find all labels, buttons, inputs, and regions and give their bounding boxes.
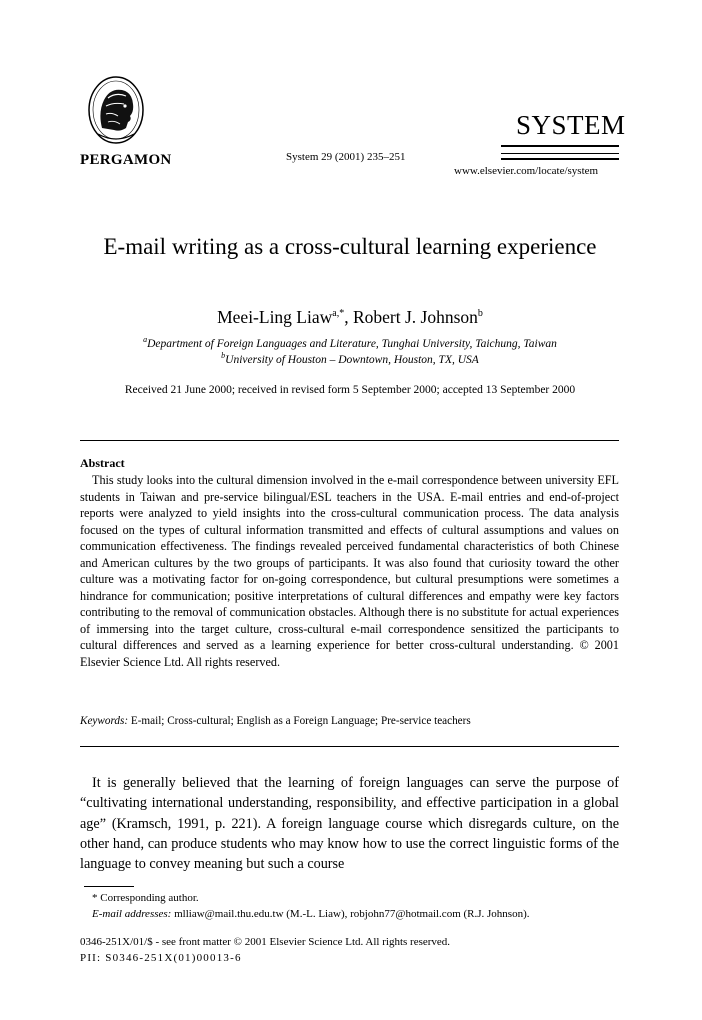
journal-rule-top [501,145,619,147]
keywords [80,715,471,727]
keywords-label: Keywords: [80,715,129,727]
body-paragraph: It is generally believed that the learning of foreign languages can serve the purpose of “cultivating international understanding, responsibility, and effective participation in a global age” (Kramsch, 1991, p. 221). A foreign language course which disregards culture, on the other hand, can produce students who may know how to use the correct linguistic forms of the language to convey meaning but such a course [80,775,619,873]
author-affiliation-mark: a,* [332,308,345,320]
affiliation-mark: b [221,351,226,361]
author-name: Meei-Ling Liaw [217,307,333,327]
keywords-list: E-mail; Cross-cultural; English as a Foreign Language; Pre-service teachers [130,715,471,727]
affiliation-text: Department of Foreign Languages and Literature, Tunghai University, Taichung, Taiwan [147,338,557,350]
email-addresses[interactable]: mlliaw@mail.thu.edu.tw (M.-L. Liaw), robjohn77@hotmail.com (R.J. Johnson). [174,908,530,920]
publisher-logo [86,76,146,152]
abstract-text: This study looks into the cultural dimension involved in the e-mail correspondence between university EFL students in Taiwan and pre-service bilingual/ESL teachers in the USA. E-mail entries and end-of-project reports were analyzed to yield insights into the cross-cultural communication process. The data analysis focused on the types of cultural information transmitted and effects of cultural assumptions and values on communication effectiveness. The findings revealed perceived fundamental characteristics of both Chinese and American cultures by the two groups of participants. It was also found that curiosity toward the other culture was a motivating factor for on-going correspondence, but cultural presumptions were sometimes a hindrance for communication; positive interpretations of cultural differences and empathy were key factors contributing to the removal of communication obstacles. Although there is no substitute for actual experiences of immersing into the target culture, cross-cultural e-mail correspondence sensitized the participants to cultural differences and served as a learning experience for better cross-cultural understanding. © 2001 Elsevier Science Ltd. All rights reserved. [80,473,619,669]
journal-rule-bottom [501,158,619,160]
affiliation-mark: a [143,335,148,345]
journal-title: SYSTEM [516,110,626,140]
footnote-emails [92,908,530,920]
footnote-rule [84,886,134,887]
affiliation [80,351,620,366]
pii-line: PII: S0346-251X(01)00013-6 [80,952,242,964]
journal-url[interactable]: www.elsevier.com/locate/system [454,165,599,177]
copyright-line: 0346-251X/01/$ - see front matter © 2001 Elsevier Science Ltd. All rights reserved. [80,936,451,948]
received-dates: Received 21 June 2000; received in revised form 5 September 2000; accepted 13 September 2000 [124,384,576,396]
author-separator: , [344,307,353,327]
affiliation-text: University of Houston – Downtown, Houston, TX, USA [225,354,479,366]
journal-rule-middle [501,153,619,154]
publisher-name: PERGAMON [80,152,172,168]
abstract-rule-top [80,440,619,441]
email-label: E-mail addresses: [92,908,172,920]
author-affiliation-mark: b [477,308,483,320]
author-name: Robert J. Johnson [352,307,478,327]
footnote-corresponding-author: * Corresponding author. [92,892,199,904]
affiliation [80,335,620,350]
abstract-heading: Abstract [80,456,125,470]
abstract-rule-bottom [80,746,619,747]
article-title: E-mail writing as a cross-cultural learning experience [103,234,597,259]
journal-citation: System 29 (2001) 235–251 [286,151,406,163]
author-list [80,307,620,328]
